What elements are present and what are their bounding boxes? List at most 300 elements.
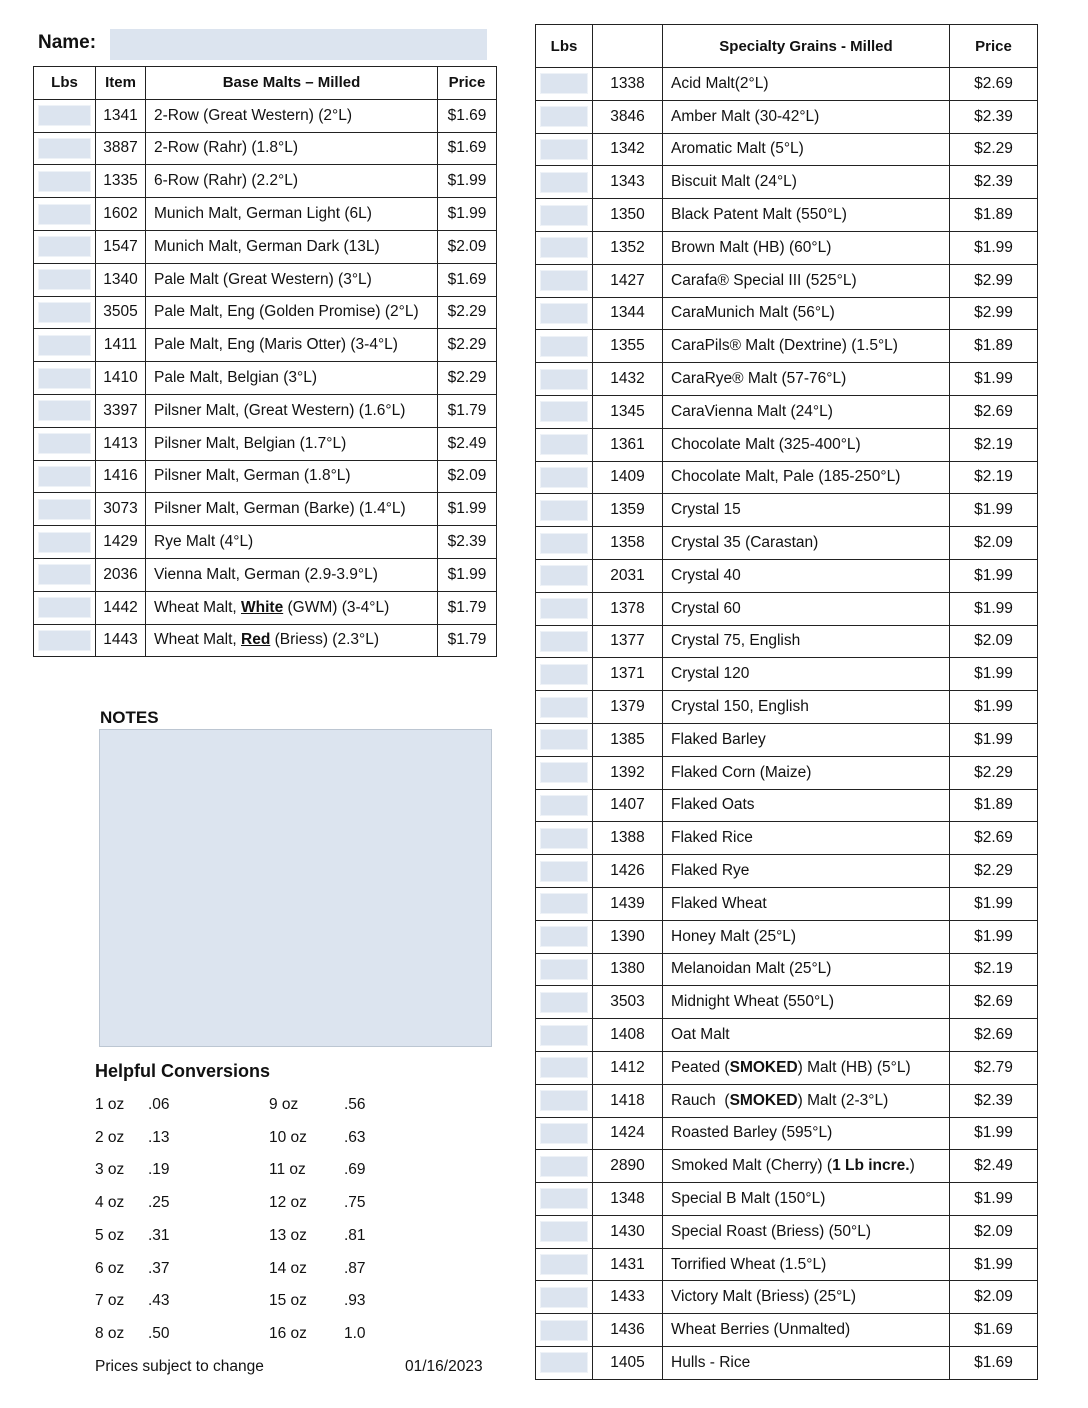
lbs-input[interactable]	[540, 1090, 588, 1111]
price-cell: $2.09	[950, 527, 1038, 560]
price-cell: $1.99	[950, 1183, 1038, 1216]
grain-description: Pale Malt (Great Western) (3°L)	[146, 263, 438, 296]
notes-field[interactable]	[99, 729, 492, 1047]
item-number: 2890	[593, 1150, 663, 1183]
item-number: 1390	[593, 920, 663, 953]
price-cell: $2.39	[438, 526, 497, 559]
item-number: 1407	[593, 789, 663, 822]
grain-description	[146, 624, 438, 657]
lbs-input[interactable]	[38, 105, 91, 126]
lbs-cell	[536, 527, 593, 560]
conversion-pounds: .56	[344, 1096, 366, 1113]
item-number: 3505	[96, 296, 146, 329]
lbs-input[interactable]	[540, 1320, 588, 1341]
price-cell: $1.79	[438, 394, 497, 427]
table-row	[34, 624, 497, 657]
item-number: 1431	[593, 1248, 663, 1281]
lbs-cell	[34, 526, 96, 559]
lbs-input[interactable]	[540, 467, 588, 488]
table-row	[536, 986, 1038, 1019]
item-number: 1430	[593, 1215, 663, 1248]
price-cell: $2.39	[950, 100, 1038, 133]
conversion-ounces: 3 oz	[95, 1161, 125, 1179]
item-number: 1350	[593, 199, 663, 232]
lbs-cell	[536, 264, 593, 297]
item-number: 1358	[593, 527, 663, 560]
table-row	[536, 1215, 1038, 1248]
lbs-input[interactable]	[540, 336, 588, 357]
price-cell: $2.69	[950, 986, 1038, 1019]
lbs-cell	[536, 592, 593, 625]
price-cell: $1.99	[950, 691, 1038, 724]
lbs-input[interactable]	[540, 172, 588, 193]
item-number: 1348	[593, 1183, 663, 1216]
grain-description	[663, 1084, 950, 1117]
item-number: 1410	[96, 362, 146, 395]
table-row	[34, 165, 497, 198]
grain-description: CaraRye® Malt (57-76°L)	[663, 363, 950, 396]
conversion-pounds: .81	[344, 1226, 366, 1244]
grain-description: Wheat Berries (Unmalted)	[663, 1314, 950, 1347]
conversion-pounds: .19	[148, 1161, 170, 1179]
lbs-cell	[536, 723, 593, 756]
lbs-cell	[536, 330, 593, 363]
lbs-input[interactable]	[540, 664, 588, 685]
lbs-input[interactable]	[38, 269, 91, 290]
table-row	[536, 658, 1038, 691]
grain-description: Special Roast (Briess) (50°L)	[663, 1215, 950, 1248]
description-text: ) Malt (2-3°L)	[797, 1091, 889, 1109]
price-cell: $2.29	[950, 133, 1038, 166]
item-number: 1439	[593, 887, 663, 920]
lbs-input[interactable]	[540, 959, 588, 980]
lbs-input[interactable]	[540, 1156, 588, 1177]
conversion-ounces: 11 oz	[269, 1161, 306, 1179]
lbs-cell	[536, 1019, 593, 1052]
price-disclaimer: Prices subject to change	[95, 1358, 264, 1375]
table-row	[536, 855, 1038, 888]
price-cell: $2.99	[950, 264, 1038, 297]
lbs-cell	[34, 362, 96, 395]
lbs-input[interactable]	[540, 303, 588, 324]
price-cell: $2.69	[950, 395, 1038, 428]
lbs-input[interactable]	[38, 335, 91, 356]
description-text: (Briess) (2.3°L)	[270, 631, 379, 649]
grain-description: Victory Malt (Briess) (25°L)	[663, 1281, 950, 1314]
price-cell: $2.49	[950, 1150, 1038, 1183]
table-row	[34, 460, 497, 493]
item-number: 2031	[593, 559, 663, 592]
name-field[interactable]	[110, 29, 487, 60]
lbs-cell	[536, 395, 593, 428]
item-number: 1385	[593, 723, 663, 756]
grain-description: CaraVienna Malt (24°L)	[663, 395, 950, 428]
grain-description: Chocolate Malt, Pale (185-250°L)	[663, 461, 950, 494]
price-cell: $2.09	[438, 460, 497, 493]
lbs-input[interactable]	[540, 533, 588, 554]
item-number: 1392	[593, 756, 663, 789]
item-number: 1418	[593, 1084, 663, 1117]
lbs-input[interactable]	[540, 795, 588, 816]
conversions-title: Helpful Conversions	[95, 1061, 271, 1081]
name-label: Name:	[38, 32, 97, 53]
item-number: 1379	[593, 691, 663, 724]
price-cell: $2.29	[950, 756, 1038, 789]
lbs-cell	[536, 1347, 593, 1380]
grain-description: Crystal 40	[663, 559, 950, 592]
grain-description: Vienna Malt, German (2.9-3.9°L)	[146, 558, 438, 591]
lbs-input[interactable]	[540, 1287, 588, 1308]
grain-description: Flaked Oats	[663, 789, 950, 822]
table-row	[536, 166, 1038, 199]
table-row	[536, 592, 1038, 625]
grain-description: Pale Malt, Eng (Golden Promise) (2°L)	[146, 296, 438, 329]
lbs-input[interactable]	[540, 106, 588, 127]
lbs-input[interactable]	[540, 828, 588, 849]
table-row	[536, 1314, 1038, 1347]
item-number: 2036	[96, 558, 146, 591]
price-cell: $2.79	[950, 1051, 1038, 1084]
grain-description: Pale Malt, Eng (Maris Otter) (3-4°L)	[146, 329, 438, 362]
table-row	[536, 1248, 1038, 1281]
price-cell: $2.49	[438, 427, 497, 460]
lbs-cell	[536, 658, 593, 691]
lbs-input[interactable]	[38, 400, 91, 421]
lbs-input[interactable]	[38, 433, 91, 454]
grain-description: Pilsner Malt, Belgian (1.7°L)	[146, 427, 438, 460]
price-cell: $1.99	[950, 723, 1038, 756]
lbs-input[interactable]	[540, 139, 588, 160]
item-number: 1433	[593, 1281, 663, 1314]
lbs-cell	[536, 855, 593, 888]
lbs-input[interactable]	[540, 237, 588, 258]
table-row	[536, 1084, 1038, 1117]
table-row	[536, 822, 1038, 855]
description-text: (GWM) (3-4°L)	[283, 598, 390, 616]
price-cell: $2.39	[950, 166, 1038, 199]
price-cell: $1.69	[438, 132, 497, 165]
lbs-input[interactable]	[540, 500, 588, 521]
table-row	[34, 198, 497, 231]
grain-description: Pale Malt, Belgian (3°L)	[146, 362, 438, 395]
lbs-input[interactable]	[540, 1188, 588, 1209]
item-number: 3073	[96, 493, 146, 526]
item-number: 1344	[593, 297, 663, 330]
table-row	[536, 953, 1038, 986]
lbs-input[interactable]	[38, 564, 91, 585]
price-cell: $1.99	[950, 592, 1038, 625]
lbs-input[interactable]	[38, 466, 91, 487]
grain-description: Crystal 35 (Carastan)	[663, 527, 950, 560]
table-row	[536, 625, 1038, 658]
column-header-lbs: Lbs	[34, 67, 96, 100]
table-row	[536, 199, 1038, 232]
lbs-input[interactable]	[540, 729, 588, 750]
price-cell: $2.09	[950, 1281, 1038, 1314]
item-number: 1335	[96, 165, 146, 198]
grain-description: Melanoidan Malt (25°L)	[663, 953, 950, 986]
lbs-cell	[536, 1215, 593, 1248]
grain-description: Special B Malt (150°L)	[663, 1183, 950, 1216]
lbs-cell	[34, 230, 96, 263]
grain-description: Aromatic Malt (5°L)	[663, 133, 950, 166]
lbs-cell	[536, 887, 593, 920]
table-row	[536, 330, 1038, 363]
lbs-input[interactable]	[38, 532, 91, 553]
table-row	[34, 263, 497, 296]
price-cell: $1.99	[438, 198, 497, 231]
table-row	[34, 427, 497, 460]
lbs-cell	[34, 263, 96, 296]
lbs-input[interactable]	[540, 565, 588, 586]
lbs-input[interactable]	[540, 1057, 588, 1078]
grain-description: CaraPils® Malt (Dextrine) (1.5°L)	[663, 330, 950, 363]
column-header-price: Price	[438, 67, 497, 100]
lbs-cell	[34, 296, 96, 329]
table-row	[34, 329, 497, 362]
table-row	[34, 591, 497, 624]
column-header-base-malts: Base Malts – Milled	[146, 67, 438, 100]
revision-date: 01/16/2023	[405, 1358, 483, 1375]
lbs-cell	[536, 199, 593, 232]
lbs-cell	[536, 363, 593, 396]
table-row	[536, 1347, 1038, 1380]
item-number: 3846	[593, 100, 663, 133]
item-number: 1436	[593, 1314, 663, 1347]
price-cell: $2.09	[950, 1215, 1038, 1248]
price-cell: $1.99	[438, 493, 497, 526]
grain-description: Pilsner Malt, German (1.8°L)	[146, 460, 438, 493]
lbs-cell	[34, 394, 96, 427]
table-row	[34, 99, 497, 132]
lbs-input[interactable]	[540, 401, 588, 422]
table-row	[536, 527, 1038, 560]
lbs-input[interactable]	[540, 762, 588, 783]
conversion-pounds: .13	[148, 1128, 170, 1146]
item-number: 1432	[593, 363, 663, 396]
table-row	[536, 231, 1038, 264]
table-row	[536, 100, 1038, 133]
table-row	[536, 1281, 1038, 1314]
table-row	[536, 461, 1038, 494]
grain-description: Roasted Barley (595°L)	[663, 1117, 950, 1150]
price-cell: $1.99	[438, 165, 497, 198]
table-row	[34, 362, 497, 395]
price-cell: $2.29	[438, 296, 497, 329]
lbs-cell	[34, 165, 96, 198]
lbs-cell	[536, 1183, 593, 1216]
grain-description: Munich Malt, German Light (6L)	[146, 198, 438, 231]
table-row	[34, 296, 497, 329]
lbs-input[interactable]	[540, 631, 588, 652]
item-number: 1602	[96, 198, 146, 231]
price-cell: $2.69	[950, 68, 1038, 101]
price-cell: $1.99	[950, 1117, 1038, 1150]
conversion-pounds: .93	[344, 1292, 366, 1310]
item-number: 1411	[96, 329, 146, 362]
table-row	[536, 789, 1038, 822]
lbs-cell	[34, 624, 96, 657]
grain-description: Flaked Rye	[663, 855, 950, 888]
lbs-cell	[536, 428, 593, 461]
conversion-ounces: 12 oz	[269, 1194, 307, 1212]
lbs-cell	[34, 99, 96, 132]
lbs-input[interactable]	[540, 369, 588, 390]
conversion-pounds: .75	[344, 1194, 366, 1212]
lbs-cell	[536, 494, 593, 527]
lbs-input[interactable]	[38, 597, 91, 618]
price-cell: $1.99	[950, 658, 1038, 691]
lbs-cell	[34, 493, 96, 526]
lbs-cell	[536, 822, 593, 855]
item-number: 3887	[96, 132, 146, 165]
grain-description: Chocolate Malt (325-400°L)	[663, 428, 950, 461]
lbs-input[interactable]	[540, 205, 588, 226]
lbs-input[interactable]	[38, 204, 91, 225]
description-text: Rauch (	[671, 1091, 730, 1109]
column-header-item	[593, 25, 663, 68]
grain-description: Acid Malt(2°L)	[663, 68, 950, 101]
conversion-pounds: .37	[148, 1259, 170, 1277]
grain-description: Torrified Wheat (1.5°L)	[663, 1248, 950, 1281]
lbs-input[interactable]	[540, 1123, 588, 1144]
lbs-cell	[536, 166, 593, 199]
grain-description: Carafa® Special III (525°L)	[663, 264, 950, 297]
lbs-input[interactable]	[540, 73, 588, 94]
lbs-cell	[536, 100, 593, 133]
price-cell: $1.69	[438, 263, 497, 296]
description-text: Wheat Malt,	[154, 598, 241, 616]
conversion-ounces: 4 oz	[95, 1194, 125, 1212]
table-row	[536, 887, 1038, 920]
base-malts-header-row	[34, 67, 497, 100]
lbs-cell	[536, 1248, 593, 1281]
price-cell: $1.79	[438, 624, 497, 657]
description-text: Peated (	[671, 1058, 730, 1076]
item-number: 1343	[593, 166, 663, 199]
table-row	[34, 493, 497, 526]
lbs-input[interactable]	[38, 368, 91, 389]
lbs-input[interactable]	[540, 1025, 588, 1046]
description-emphasis: Red	[241, 631, 271, 649]
lbs-input[interactable]	[540, 926, 588, 947]
item-number: 1429	[96, 526, 146, 559]
lbs-cell	[536, 133, 593, 166]
lbs-input[interactable]	[540, 893, 588, 914]
conversion-ounces: 6 oz	[95, 1259, 125, 1277]
item-number: 1409	[593, 461, 663, 494]
table-row	[536, 68, 1038, 101]
conversion-ounces: 15 oz	[269, 1292, 307, 1310]
conversion-pounds: .50	[148, 1324, 170, 1342]
table-row	[536, 494, 1038, 527]
conversion-pounds: .31	[148, 1226, 170, 1244]
price-cell: $1.99	[950, 920, 1038, 953]
table-row	[536, 1183, 1038, 1216]
lbs-cell	[536, 1117, 593, 1150]
conversion-ounces: 9 oz	[269, 1096, 299, 1113]
lbs-input[interactable]	[540, 697, 588, 718]
table-row	[536, 723, 1038, 756]
lbs-cell	[34, 460, 96, 493]
notes-label: NOTES	[100, 708, 159, 727]
item-number: 1424	[593, 1117, 663, 1150]
lbs-input[interactable]	[38, 236, 91, 257]
grain-description: Biscuit Malt (24°L)	[663, 166, 950, 199]
price-cell: $2.19	[950, 428, 1038, 461]
description-emphasis: SMOKED	[729, 1058, 798, 1076]
grain-description: Black Patent Malt (550°L)	[663, 199, 950, 232]
lbs-input[interactable]	[540, 1254, 588, 1275]
lbs-cell	[34, 558, 96, 591]
item-number: 1352	[593, 231, 663, 264]
lbs-cell	[536, 789, 593, 822]
grain-description: Crystal 75, English	[663, 625, 950, 658]
lbs-input[interactable]	[540, 992, 588, 1013]
price-cell: $1.89	[950, 330, 1038, 363]
table-row	[34, 132, 497, 165]
item-number: 1416	[96, 460, 146, 493]
lbs-input[interactable]	[38, 302, 91, 323]
grain-description: Crystal 60	[663, 592, 950, 625]
grain-description: Amber Malt (30-42°L)	[663, 100, 950, 133]
description-text: ) Malt (HB) (5°L)	[797, 1058, 911, 1076]
item-number: 1427	[593, 264, 663, 297]
table-row	[34, 230, 497, 263]
lbs-cell	[536, 625, 593, 658]
table-row	[536, 691, 1038, 724]
item-number: 1341	[96, 99, 146, 132]
lbs-input[interactable]	[38, 630, 91, 651]
table-row	[34, 394, 497, 427]
grain-description: Honey Malt (25°L)	[663, 920, 950, 953]
lbs-input[interactable]	[540, 434, 588, 455]
item-number: 1412	[593, 1051, 663, 1084]
price-cell: $1.69	[438, 99, 497, 132]
lbs-input[interactable]	[38, 138, 91, 159]
lbs-cell	[536, 986, 593, 1019]
conversion-pounds: .43	[148, 1292, 170, 1310]
price-cell: $1.69	[950, 1314, 1038, 1347]
price-cell: $1.99	[950, 363, 1038, 396]
lbs-input[interactable]	[38, 171, 91, 192]
specialty-header-row	[536, 25, 1038, 68]
lbs-input[interactable]	[540, 1352, 588, 1373]
item-number: 1355	[593, 330, 663, 363]
item-number: 1408	[593, 1019, 663, 1052]
lbs-input[interactable]	[540, 861, 588, 882]
lbs-cell	[34, 591, 96, 624]
lbs-input[interactable]	[38, 499, 91, 520]
price-cell: $2.19	[950, 461, 1038, 494]
column-header-lbs: Lbs	[536, 25, 593, 68]
lbs-input[interactable]	[540, 1221, 588, 1242]
lbs-cell	[536, 1084, 593, 1117]
lbs-cell	[536, 691, 593, 724]
grain-description: Oat Malt	[663, 1019, 950, 1052]
grain-description: Crystal 150, English	[663, 691, 950, 724]
lbs-cell	[536, 756, 593, 789]
lbs-input[interactable]	[540, 598, 588, 619]
price-cell: $1.79	[438, 591, 497, 624]
price-cell: $2.29	[950, 855, 1038, 888]
lbs-input[interactable]	[540, 270, 588, 291]
table-row	[536, 559, 1038, 592]
item-number: 1426	[593, 855, 663, 888]
price-cell: $2.19	[950, 953, 1038, 986]
conversion-ounces: 5 oz	[95, 1226, 125, 1244]
description-text: Smoked Malt (Cherry) (	[671, 1157, 833, 1175]
